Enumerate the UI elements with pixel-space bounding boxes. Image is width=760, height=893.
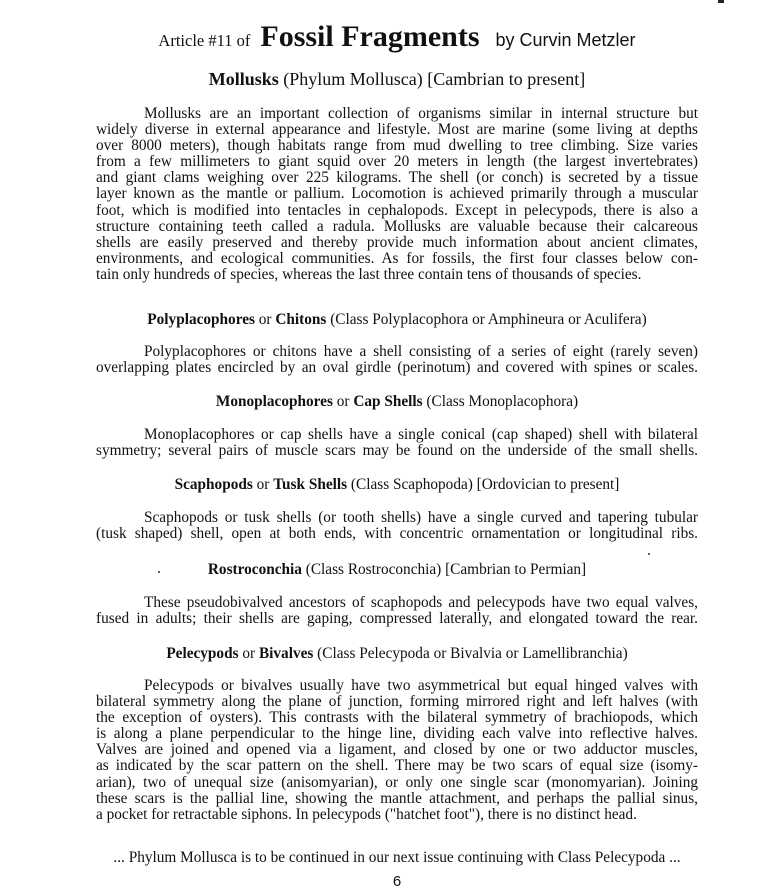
paragraph-line: environments, and ecological communities. As for fossils, the first four classes below con- [96,249,698,267]
section-title-mollusks [96,69,698,90]
article-header [96,20,698,54]
section-title-bold-alt: Cap Shells [353,393,423,410]
paragraph-line: These pseudobivalved ancestors of scaphopods and pelecypods have two equal valves, [144,594,698,611]
paragraph-line: symmetry; several pairs of muscle scars may be found on the underside of the small shells. [96,442,698,460]
paragraph-line: Valves are joined and opened via a ligament, and closed by one or two adductor muscles, [96,741,698,759]
section-title-mid: or [254,311,276,328]
document-page [96,0,698,893]
paragraph-line: (tusk shaped) shell, open at both ends, with concentric ornamentation or longitudinal ribs. [96,525,698,543]
scan-speck [648,553,650,555]
section-title-polyplacophores [96,311,698,329]
section-title-mid: or [238,645,259,662]
section-title-bold: Pelecypods [166,645,239,662]
section-title-scaphopods [96,476,698,494]
scan-speck [158,571,160,573]
section-title-rest: (Class Polyplacophora or Amphineura or Aculifera) [326,311,647,328]
paragraph-rostroconchia [96,595,698,627]
paragraph-scaphopods [96,510,698,542]
section-title-bold: Polyplacophores [147,311,255,328]
article-title: Fossil Fragments [260,20,480,53]
paragraph-line: and giant clams weighing over 225 kilograms. The shell (or conch) is secreted by a tissue [96,169,698,187]
paragraph-line: a pocket for retractable siphons. In pelecypods ("hatchet foot"), there is no distinct head. [96,805,637,823]
page-number: 6 [392,873,402,890]
section-title-rest: (Class Rostroconchia) [Cambrian to Permian] [301,561,587,578]
paragraph-line: bilateral symmetry along the plane of junction, forming mirrored right and left halves (with [96,693,698,711]
section-title-bold-alt: Chitons [275,311,327,328]
section-title-bold: Mollusks [208,69,279,89]
section-title-mid: or [332,393,354,410]
section-title-bold: Scaphopods [174,476,253,493]
continuation-note: ... Phylum Mollusca is to be continued in our next issue continuing with Class Pelecypoda ... [113,849,681,866]
paragraph-line: layer known as the mantle or pallium. Locomotion is achieved primarily through a muscular [96,185,698,203]
paragraph-line: as indicated by the scar pattern on the shell. There may be two scars of equal size (isomy- [96,757,698,775]
paragraph-line: arian), two of unequal size (anisomyarian), or only one single scar (monomyarian). Joining [96,773,698,791]
article-byline: by Curvin Metzler [495,30,636,50]
section-title-bold: Monoplacophores [215,393,333,410]
section-title-rest: (Class Monoplacophora) [422,393,579,410]
section-title-bold: Rostroconchia [207,561,302,578]
paragraph-line: from a few millimeters to giant squid over 20 meters in length (the largest invertebrates) [96,153,698,171]
corner-mark [718,0,724,3]
paragraph-line: overlapping plates encircled by an oval girdle (perinotum) and covered with spines or scales. [96,359,698,377]
paragraph-line: shells are easily preserved and thereby provide much information about ancient climates, [96,233,698,251]
paragraph-line: Mollusks are an important collection of organisms similar in internal structure but [144,105,698,122]
paragraph-line: these scars is the pallial line, showing the mantle attachment, and perhaps the pallial sinus, [96,789,698,807]
section-title-rest: (Class Scaphopoda) [Ordovician to present] [347,476,620,493]
paragraph-polyplacophores [96,344,698,376]
paragraph-line: foot, which is modified into tentacles in cephalopods. Except in pelecypods, there is also a [96,201,698,219]
paragraph-line: Polyplacophores or chitons have a shell consisting of a series of eight (rarely seven) [144,343,698,360]
paragraph-line: widely diverse in external appearance and lifestyle. Most are marine (some living at depths [96,121,698,139]
paragraph-line: structure containing teeth called a radula. Mollusks are valuable because their calcareous [96,217,698,235]
paragraph-line: over 8000 meters), though habitats range from mud dwelling to tree climbing. Size varies [96,137,698,155]
section-title-monoplacophores [96,393,698,411]
section-title-pelecypods [96,645,698,663]
paragraph-line: Monoplacophores or cap shells have a single conical (cap shaped) shell with bilateral [144,426,698,443]
section-title-rest: (Phylum Mollusca) [Cambrian to present] [278,69,586,89]
section-title-mid: or [252,476,274,493]
section-title-rostroconchia [96,561,698,579]
paragraph-line: the exception of oysters). This contrasts with the bilateral symmetry of brachiopods, which [96,709,698,727]
paragraph-line: tain only hundreds of species, whereas the last three contain tens of thousands of species. [96,265,642,283]
paragraph-monoplacophores [96,427,698,459]
paragraph-line: fused in adults; their shells are gaping, compressed laterally, and elongated toward the rear. [96,610,698,628]
paragraph-line: Pelecypods or bivalves usually have two asymmetrical but equal hinged valves with [144,677,698,694]
paragraph-line: Scaphopods or tusk shells (or tooth shells) have a single curved and tapering tubular [144,509,698,526]
paragraph-pelecypods [96,678,698,823]
paragraph-mollusks [96,106,698,283]
section-title-bold-alt: Bivalves [258,645,314,662]
paragraph-line: is along a plane perpendicular to the hinge line, dividing each valve into reflective halves. [96,725,698,743]
section-title-bold-alt: Tusk Shells [273,476,348,493]
section-title-rest: (Class Pelecypoda or Bivalvia or Lamellibranchia) [313,645,628,662]
article-number: Article #11 of [158,31,251,50]
